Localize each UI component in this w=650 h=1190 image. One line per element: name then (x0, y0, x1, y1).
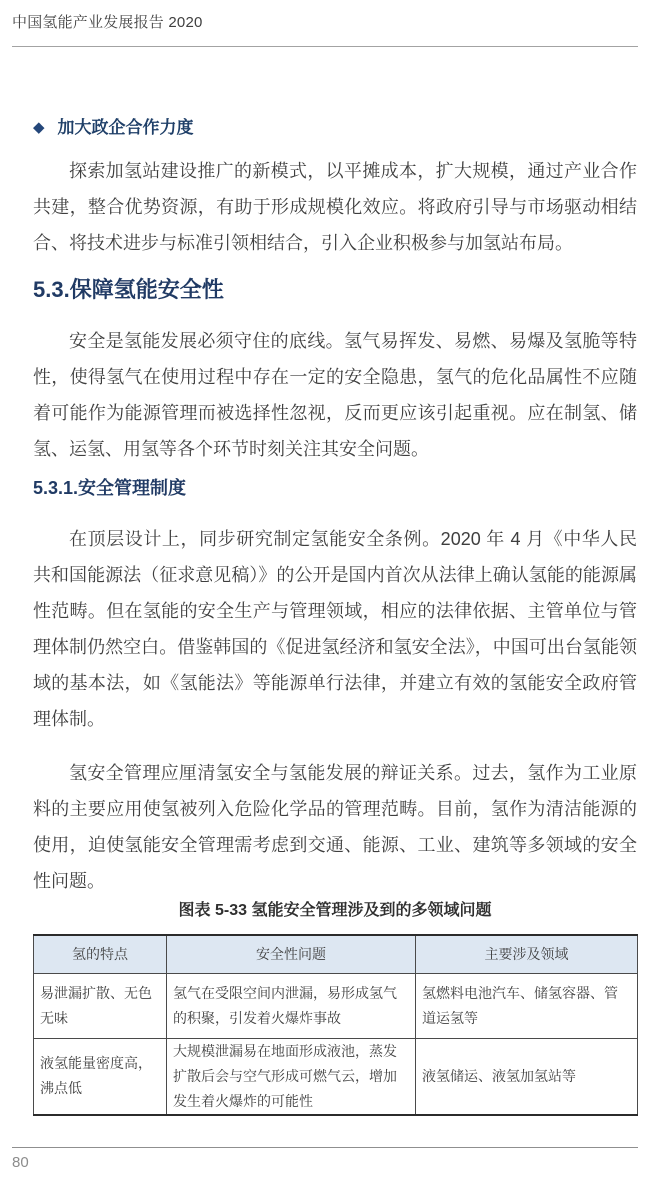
page-number: 80 (12, 1154, 29, 1171)
document-title: 中国氢能产业发展报告 2020 (12, 14, 203, 31)
table-cell: 液氢能量密度高，沸点低 (34, 1038, 167, 1115)
section-heading-5-3-1: 5.3.1.安全管理制度 (33, 478, 187, 498)
table-5-33 (33, 934, 638, 1116)
table-cell: 氢燃料电池汽车、储氢容器、管道运氢等 (416, 973, 638, 1038)
table-header-row (34, 935, 638, 973)
page-header (12, 0, 638, 47)
paragraph-regulation: 在顶层设计上，同步研究制定氢能安全条例。2020 年 4 月《中华人民共和国能源法（征求意见稿）》的公开是国内首次从法律上确认氢能的能源属性范畴。但在氢能的安全生产与管理领域，相应的法律依据、主管单位与管理体制仍然空白。借鉴韩国的《促进氢经济和氢安全法》，中国可出台氢能领域的基本法，如《氢能法》等能源单行法律，并建立有效的氢能安全政府管理体制。 (33, 529, 637, 729)
paragraph-cooperation: 探索加氢站建设推广的新模式，以平摊成本，扩大规模，通过产业合作共建，整合优势资源，有助于形成规模化效应。将政府引导与市场驱动相结合、将技术进步与标准引领相结合，引入企业积极参与加氢站布局。 (33, 161, 637, 253)
paragraph-safety-overview: 安全是氢能发展必须守住的底线。氢气易挥发、易燃、易爆及氢脆等特性，使得氢气在使用过程中存在一定的安全隐患，氢气的危化品属性不应随着可能作为能源管理而被选择性忽视，反而更应该引起重视。应在制氢、储氢、运氢、用氢等各个环节时刻关注其安全问题。 (33, 331, 637, 459)
page-footer (12, 1147, 638, 1173)
diamond-bullet-icon: ◆ (33, 119, 45, 136)
paragraph-management-scope: 氢安全管理应厘清氢安全与氢能发展的辩证关系。过去，氢作为工业原料的主要应用使氢被列入危险化学品的管理范畴。目前，氢作为清洁能源的使用，迫使氢能安全管理需考虑到交通、能源、工业、建筑等多领域的安全性问题。 (33, 763, 637, 891)
table-header-cell: 氢的特点 (34, 935, 167, 973)
page-content (33, 47, 637, 1116)
bullet-section-title: 加大政企合作力度 (57, 118, 194, 137)
table-cell: 液氢储运、液氢加氢站等 (416, 1038, 638, 1115)
section-heading-5-3: 5.3.保障氢能安全性 (33, 277, 224, 302)
table-caption: 图表 5-33 氢能安全管理涉及到的多领域问题 (178, 902, 492, 919)
table-row (34, 973, 638, 1038)
table-header-cell: 主要涉及领域 (416, 935, 638, 973)
table-header-cell: 安全性问题 (167, 935, 416, 973)
bullet-section-heading (33, 116, 637, 140)
table-cell: 大规模泄漏易在地面形成液池，蒸发扩散后会与空气形成可燃气云，增加发生着火爆炸的可能性 (167, 1038, 416, 1115)
table-cell: 易泄漏扩散、无色无味 (34, 973, 167, 1038)
table-row (34, 1038, 638, 1115)
table-cell: 氢气在受限空间内泄漏，易形成氢气的积聚，引发着火爆炸事故 (167, 973, 416, 1038)
